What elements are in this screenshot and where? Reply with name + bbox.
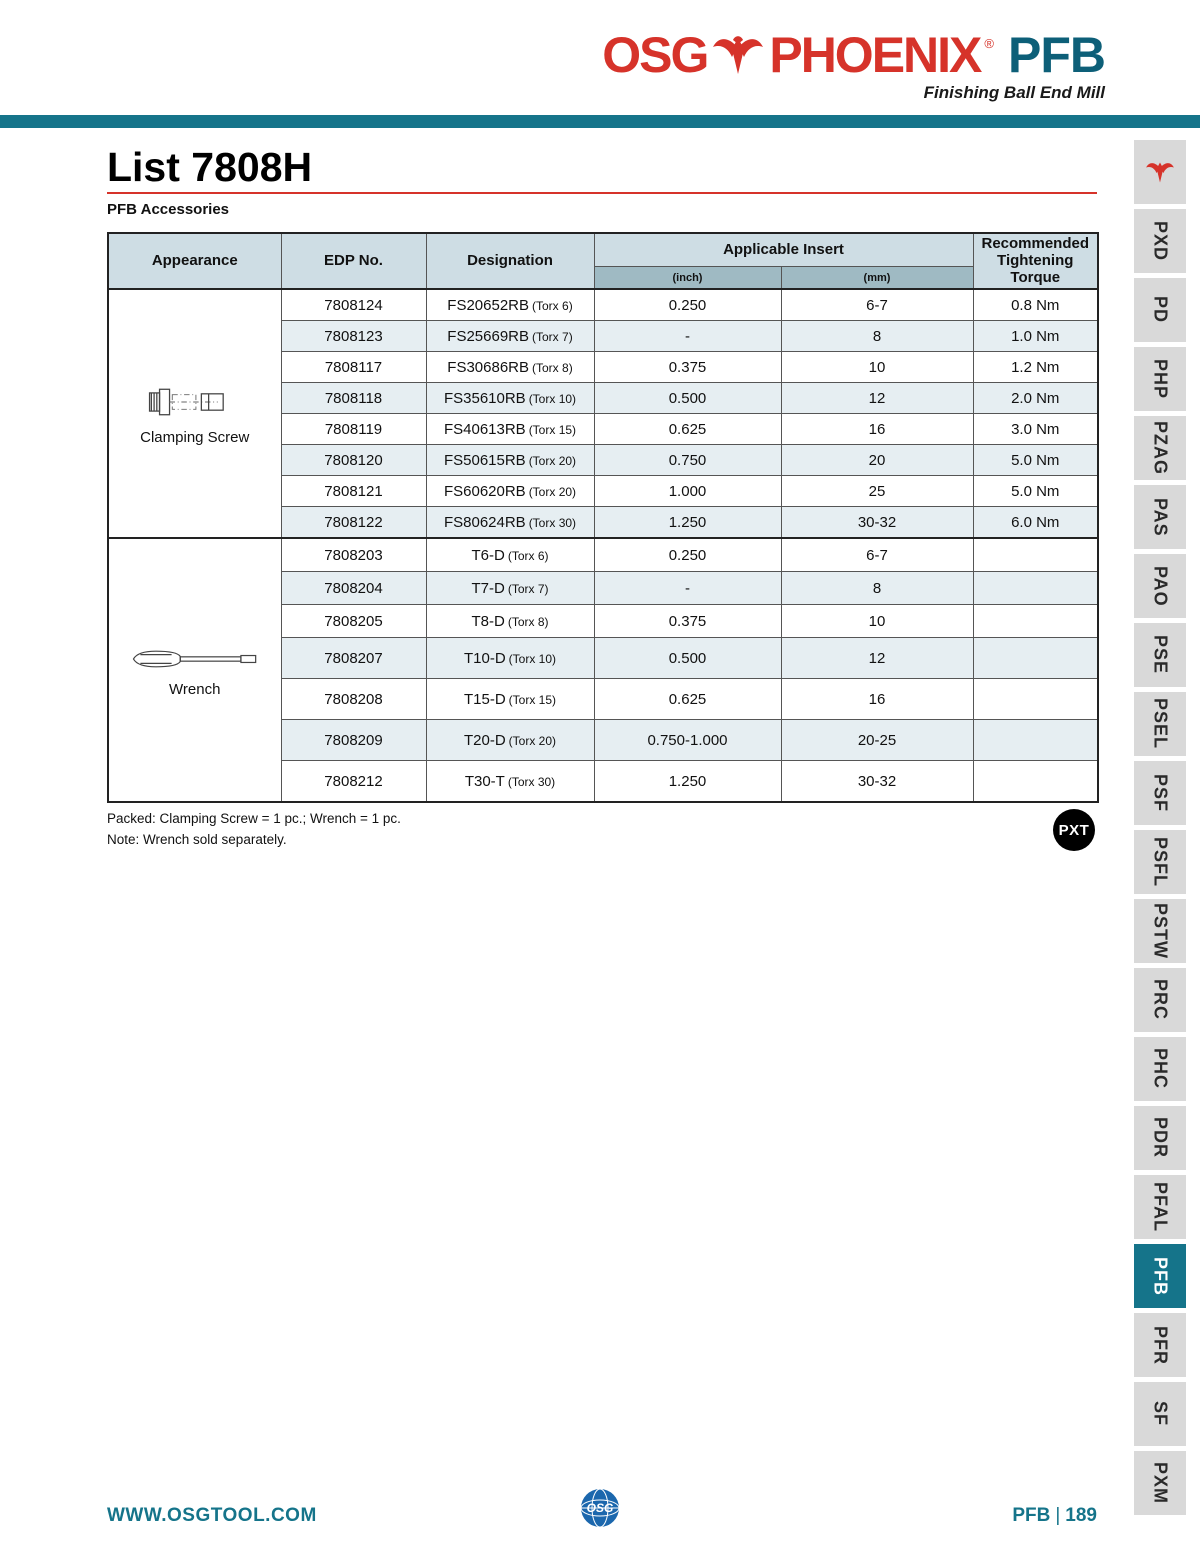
designation-cell: FS60620RB (Torx 20) <box>426 476 594 507</box>
designation-cell: T10-D (Torx 10) <box>426 638 594 679</box>
torque-cell <box>973 538 1098 572</box>
page-footer <box>0 1489 1200 1535</box>
designation-cell: FS40613RB (Torx 15) <box>426 414 594 445</box>
edp-cell: 7808117 <box>281 352 426 383</box>
sidebar-tab-phc: PHC <box>1134 1037 1186 1101</box>
inch-cell: 1.250 <box>594 761 781 803</box>
designation-cell: FS30686RB (Torx 8) <box>426 352 594 383</box>
sidebar-tab-pfr: PFR <box>1134 1313 1186 1377</box>
designation-cell: T6-D (Torx 6) <box>426 538 594 572</box>
page-title: List 7808H <box>107 144 313 190</box>
mm-cell: 25 <box>781 476 973 507</box>
pxt-coating-badge: PXT <box>1053 809 1095 851</box>
inch-cell: 0.625 <box>594 414 781 445</box>
col-mm: (mm) <box>781 267 973 290</box>
designation-cell: FS20652RB (Torx 6) <box>426 289 594 321</box>
main-content <box>107 146 1097 851</box>
inch-cell: 1.000 <box>594 476 781 507</box>
inch-cell: 0.375 <box>594 605 781 638</box>
edp-cell: 7808123 <box>281 321 426 352</box>
mm-cell: 16 <box>781 414 973 445</box>
mm-cell: 12 <box>781 638 973 679</box>
registered-mark: ® <box>984 36 994 51</box>
torque-cell: 0.8 Nm <box>973 289 1098 321</box>
torque-cell: 5.0 Nm <box>973 476 1098 507</box>
designation-cell: T20-D (Torx 20) <box>426 720 594 761</box>
inch-cell: 0.500 <box>594 383 781 414</box>
edp-cell: 7808122 <box>281 507 426 539</box>
mm-cell: 30-32 <box>781 761 973 803</box>
designation-cell: FS80624RB (Torx 30) <box>426 507 594 539</box>
mm-cell: 16 <box>781 679 973 720</box>
phoenix-icon <box>1145 158 1175 186</box>
page-number: 189 <box>1065 1505 1097 1526</box>
notes-row <box>107 809 1097 851</box>
mm-cell: 10 <box>781 352 973 383</box>
sidebar-tab-psfl: PSFL <box>1134 830 1186 894</box>
torque-cell: 1.2 Nm <box>973 352 1098 383</box>
inch-cell: 0.750 <box>594 445 781 476</box>
mm-cell: 8 <box>781 572 973 605</box>
osg-globe-logo <box>580 1488 620 1533</box>
torque-cell <box>973 761 1098 803</box>
mm-cell: 8 <box>781 321 973 352</box>
edp-cell: 7808203 <box>281 538 426 572</box>
mm-cell: 6-7 <box>781 538 973 572</box>
phoenix-icon <box>711 32 765 78</box>
osg-logo-text: OSG <box>602 27 708 83</box>
designation-cell: T8-D (Torx 8) <box>426 605 594 638</box>
sidebar-tab-pas: PAS <box>1134 485 1186 549</box>
website-link[interactable]: WWW.OSGTOOL.COM <box>107 1505 317 1526</box>
page-ref-series: PFB <box>1012 1505 1051 1526</box>
sidebar-tab-sf: SF <box>1134 1382 1186 1446</box>
wrench-drawing <box>130 643 260 675</box>
inch-cell: - <box>594 572 781 605</box>
series-subtitle: Finishing Ball End Mill <box>923 83 1105 102</box>
mm-cell: 20-25 <box>781 720 973 761</box>
sidebar-tab-psf: PSF <box>1134 761 1186 825</box>
mm-cell: 12 <box>781 383 973 414</box>
mm-cell: 20 <box>781 445 973 476</box>
inch-cell: 0.375 <box>594 352 781 383</box>
inch-cell: 0.500 <box>594 638 781 679</box>
torque-cell <box>973 638 1098 679</box>
edp-cell: 7808118 <box>281 383 426 414</box>
note-wrench: Note: Wrench sold separately. <box>107 831 287 847</box>
col-torque: Recommended Tightening Torque <box>973 233 1098 289</box>
sidebar-tab-pxm: PXM <box>1134 1451 1186 1515</box>
edp-cell: 7808208 <box>281 679 426 720</box>
col-edp: EDP No. <box>281 233 426 289</box>
table-notes <box>107 809 401 850</box>
table-row <box>108 289 1098 321</box>
edp-cell: 7808207 <box>281 638 426 679</box>
group-label: Wrench <box>169 680 221 698</box>
table-header <box>108 233 1098 289</box>
sidebar-tab-pstw: PSTW <box>1134 899 1186 963</box>
edp-cell: 7808124 <box>281 289 426 321</box>
torque-cell <box>973 605 1098 638</box>
sidebar-tab-phoenix <box>1134 140 1186 204</box>
header-divider-bar <box>0 115 1200 128</box>
edp-cell: 7808119 <box>281 414 426 445</box>
torque-cell: 3.0 Nm <box>973 414 1098 445</box>
clamping-screw-drawing <box>145 381 245 423</box>
col-applicable-insert: Applicable Insert <box>594 233 973 267</box>
phoenix-logo-text: PHOENIX <box>769 27 981 83</box>
edp-cell: 7808205 <box>281 605 426 638</box>
col-inch: (inch) <box>594 267 781 290</box>
torque-cell <box>973 679 1098 720</box>
inch-cell: 0.250 <box>594 538 781 572</box>
page-reference <box>1012 1505 1097 1527</box>
designation-cell: T30-T (Torx 30) <box>426 761 594 803</box>
edp-cell: 7808212 <box>281 761 426 803</box>
edp-cell: 7808120 <box>281 445 426 476</box>
series-tab-sidebar <box>1134 140 1186 1520</box>
sidebar-tab-php: PHP <box>1134 347 1186 411</box>
designation-cell: FS50615RB (Torx 20) <box>426 445 594 476</box>
sidebar-tab-psel: PSEL <box>1134 692 1186 756</box>
mm-cell: 6-7 <box>781 289 973 321</box>
edp-cell: 7808121 <box>281 476 426 507</box>
torque-cell <box>973 572 1098 605</box>
note-packed: Packed: Clamping Screw = 1 pc.; Wrench = 1 pc. <box>107 811 401 827</box>
sidebar-tab-pfb-active: PFB <box>1134 1244 1186 1308</box>
appearance-cell-wrench <box>108 538 281 802</box>
sidebar-tab-pzag: PZAG <box>1134 416 1186 480</box>
group-label: Clamping Screw <box>140 429 250 447</box>
sidebar-tab-prc: PRC <box>1134 968 1186 1032</box>
svg-text:OSG: OSG <box>586 1501 614 1515</box>
brand-logo <box>602 27 1105 83</box>
torque-cell: 6.0 Nm <box>973 507 1098 539</box>
sidebar-tab-pd: PD <box>1134 278 1186 342</box>
torque-cell: 2.0 Nm <box>973 383 1098 414</box>
header-row <box>108 233 1098 267</box>
table-row <box>108 538 1098 572</box>
page-ref-separator: | <box>1055 1505 1061 1526</box>
pfb-series-text: PFB <box>1008 27 1105 83</box>
designation-cell: T7-D (Torx 7) <box>426 572 594 605</box>
designation-cell: FS35610RB (Torx 10) <box>426 383 594 414</box>
sidebar-tab-pao: PAO <box>1134 554 1186 618</box>
col-appearance: Appearance <box>108 233 281 289</box>
designation-cell: T15-D (Torx 15) <box>426 679 594 720</box>
appearance-cell-clamping-screw <box>108 289 281 538</box>
page-subtitle: PFB Accessories <box>107 201 230 219</box>
mm-cell: 30-32 <box>781 507 973 539</box>
sidebar-tab-pxd: PXD <box>1134 209 1186 273</box>
inch-cell: 0.625 <box>594 679 781 720</box>
inch-cell: 0.750-1.000 <box>594 720 781 761</box>
sidebar-tab-pdr: PDR <box>1134 1106 1186 1170</box>
torque-cell <box>973 720 1098 761</box>
inch-cell: 1.250 <box>594 507 781 539</box>
inch-cell: - <box>594 321 781 352</box>
inch-cell: 0.250 <box>594 289 781 321</box>
mm-cell: 10 <box>781 605 973 638</box>
col-designation: Designation <box>426 233 594 289</box>
accessories-table <box>107 232 1099 803</box>
sidebar-tab-pse: PSE <box>1134 623 1186 687</box>
designation-cell: FS25669RB (Torx 7) <box>426 321 594 352</box>
edp-cell: 7808204 <box>281 572 426 605</box>
title-underline <box>107 192 1097 194</box>
sidebar-tab-pfal: PFAL <box>1134 1175 1186 1239</box>
torque-cell: 5.0 Nm <box>973 445 1098 476</box>
torque-cell: 1.0 Nm <box>973 321 1098 352</box>
brand-header <box>602 27 1105 103</box>
edp-cell: 7808209 <box>281 720 426 761</box>
